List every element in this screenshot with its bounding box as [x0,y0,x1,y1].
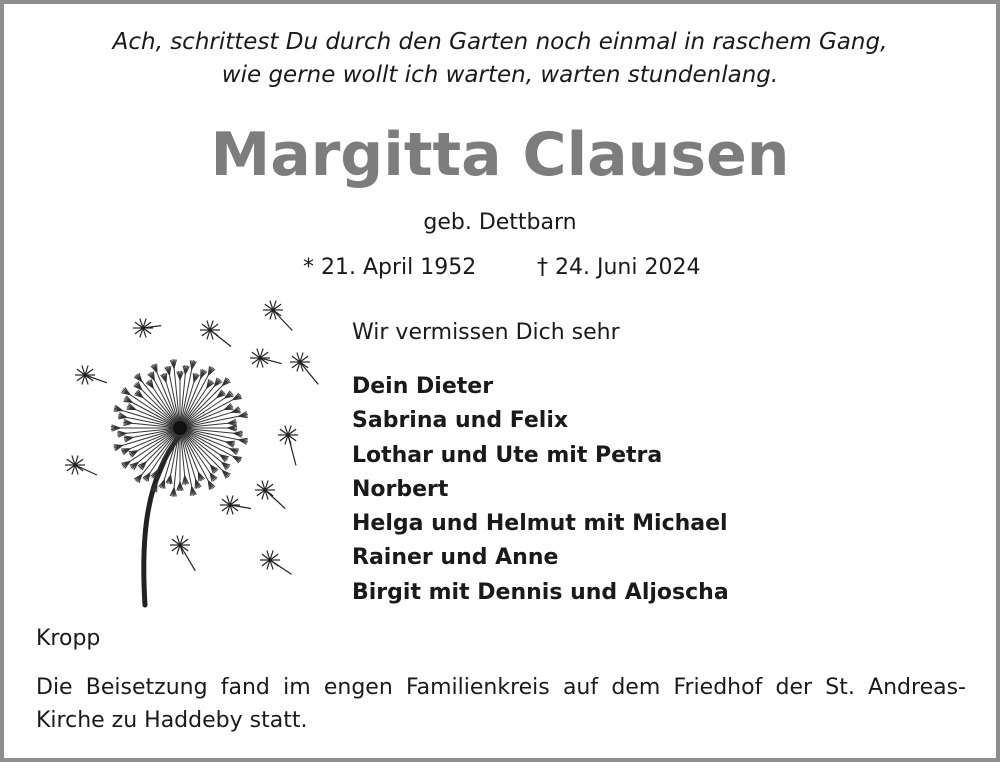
birth-name: geb. Dettbarn [423,210,577,235]
place: Kropp [36,626,101,651]
dandelion-icon [55,290,325,610]
family-member: Lothar und Ute mit Petra [352,442,663,468]
death-date: † 24. Juni 2024 [537,255,701,280]
poem-line: wie gerne wollt ich warten, warten stundenlang. [221,62,779,88]
funeral-notice: Die Beisetzung fand im engen Familienkreis auf dem Friedhof der St. Andreas-Kirche zu Haddeby statt. [36,675,966,733]
family-list [352,370,729,610]
family-member: Helga und Helmut mit Michael [352,511,728,537]
deceased-name: Margitta Clausen [210,120,790,190]
message: Wir vermissen Dich sehr [352,320,620,345]
birth-date: * 21. April 1952 [303,255,477,280]
family-member: Sabrina und Felix [352,408,569,434]
family-member: Birgit mit Dennis und Aljoscha [352,579,729,605]
poem-line: Ach, schrittest Du durch den Garten noch einmal in raschem Gang, [112,29,888,55]
family-member: Dein Dieter [352,374,494,399]
family-member: Norbert [352,476,449,502]
poem [0,26,1000,92]
family-member: Rainer und Anne [352,545,559,571]
